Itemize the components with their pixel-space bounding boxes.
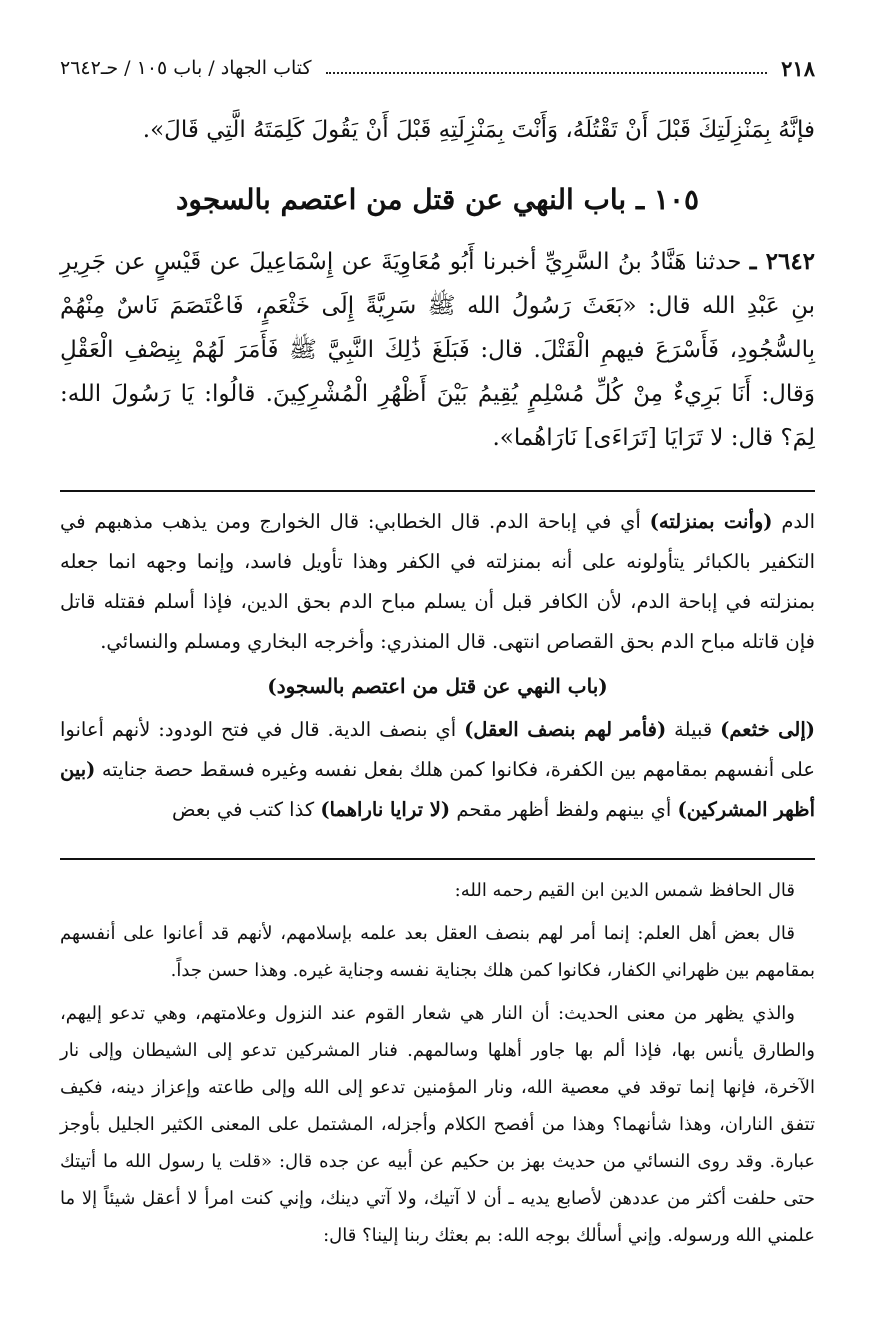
commentary-text: أي بينهم ولفظ أظهر مقحم (456, 798, 672, 821)
commentary-term: (فأمر لهم بنصف العقل) (464, 718, 667, 741)
commentary-term: (إلى خثعم) (720, 718, 815, 741)
hadith-2642 (60, 240, 815, 460)
ibn-qayyim-paragraph-1: قال بعض أهل العلم: إنما أمر لهم بنصف العقل بعد علمه بإسلامهم، لأنهم قد أعانوا على أنفسهم بمقامهم بين ظهراني الكفار، فكانوا كمن هلك بجناية نفسه وجناية غيره. وهذا حسن جداً. (60, 923, 815, 981)
commentary-paragraph-2 (60, 710, 815, 830)
commentary-lead-word: الدم (781, 510, 816, 533)
commentary-chapter-title: (باب النهي عن قتل من اعتصم بالسجود) (267, 674, 608, 698)
commentary-term: (بين أظهر المشركين) (60, 758, 815, 821)
commentary-text: قبيلة (674, 718, 713, 741)
page-header (60, 52, 815, 84)
hadith-text: حدثنا هَنَّادُ بنُ السَّرِيِّ أخبرنا أَبُو مُعَاوِيَةَ عن إِسْمَاعِيلَ عن قَيْسٍ عن جَرِيرِ بنِ عَبْدِ الله قال: «بَعَثَ رَسُولُ الله ﷺ سَرِيَّةً إِلَى خَثْعَمٍ، فَاعْتَصَمَ نَاسٌ مِنْهُمْ بِالسُّجُودِ، فَأَسْرَعَ فيهمِ الْقَتْلَ. قال: فَبَلَغَ ذَٰلِكَ النَّبِيَّ ﷺ فَأَمَرَ لَهُمْ بِنِصْفِ الْعَقْلِ وَقال: أَنَا بَرِيءٌ مِنْ كُلِّ مُسْلِمٍ يُقِيمُ بَيْنَ أَظْهُرِ الْمُشْرِكِينَ. قالُوا: يَا رَسُولَ الله: لِمَ؟ قال: لا تَرَايَا [تَرَاءَى] نَارَاهُما». (60, 249, 815, 451)
ibn-qayyim-divider (60, 858, 815, 860)
commentary-term: (وأنت بمنزلته) (649, 510, 773, 533)
commentary-paragraph-1 (60, 502, 815, 662)
commentary-text: كذا كتب في بعض (171, 798, 315, 821)
ibn-qayyim-section (60, 872, 815, 1260)
page-number: ٢١٨ (781, 55, 815, 81)
ibn-qayyim-intro: قال الحافظ شمس الدين ابن القيم رحمه الله: (454, 880, 795, 901)
commentary-text: أي في إباحة الدم. قال الخطابي: قال الخوارج ومن يذهب مذهبهم في التكفير بالكبائر يتأولونه على أنه بمنزلته في الكفر وهذا تأويل فاسد، وإنما وجهه انما جعله بمنزلته في إباحة الدم، لأن الكافر قبل أن يسلم مباح الدم بحق الدين، فإذا أسلم فقتله قاتل فإن قاتله مباح الدم بحق القصاص انتهى. قال المنذري: وأخرجه البخاري ومسلم والنسائي. (60, 510, 815, 653)
chapter-title: ١٠٥ ـ باب النهي عن قتل من اعتصم بالسجود (175, 183, 700, 216)
commentary-section (60, 502, 815, 830)
header-dot-leader (326, 62, 768, 74)
commentary-divider (60, 490, 815, 492)
commentary-term: (لا ترايا ناراهما) (320, 798, 451, 821)
previous-hadith-continuation: فإنَّهُ بِمَنْزِلَتِكَ قَبْلَ أَنْ تَقْتُلَهُ، وَأَنْتَ بِمَنْزِلَتِهِ قَبْلَ أَنْ يَقُولَ كَلِمَتَهُ الَّتِي قَالَ». (142, 117, 815, 143)
running-title: كتاب الجهاد / باب ١٠٥ / حـ٢٦٤٢ (60, 57, 312, 79)
commentary-text: أي بنصف الدية. قال في فتح الودود: لأنهم أعانوا على أنفسهم بمقامهم بين الكفرة، فكانوا كمن هلك بفعل نفسه وغيره فسقط حصة جنايته (60, 718, 815, 781)
ibn-qayyim-paragraph-2: والذي يظهر من معنى الحديث: أن النار هي شعار القوم عند النزول وعلامتهم، وهي تدعو إليهم، والطارق يأنس بها، فإذا ألم بها جاور أهلها وسالمهم. فنار المشركين تدعو إلى الشيطان وإلى نار الآخرة، فإنها إنما توقد في معصية الله، ونار المؤمنين تدعو إلى الله وإلى طاعته وإعزاز دينه، فكيف تتفق الناران، وهذا شأنهما؟ وهذا من أفصح الكلام وأجزله، المشتمل على المعنى الكثير الجليل بأوجز عبارة. وقد روى النسائي من حديث بهز بن حكيم عن أبيه عن جده قال: «قلت يا رسول الله ما أتيتك حتى حلفت أكثر من عددهن لأصابع يديه ـ أن لا آتيك، ولا آتي دينك، وإني كنت امرأ لا أعقل شيئاً إلا ما علمني الله ورسوله. وإني أسألك بوجه الله: بم بعثك ربنا إلينا؟ قال: (60, 1003, 815, 1246)
hadith-number: ٢٦٤٢ ـ (749, 248, 816, 275)
